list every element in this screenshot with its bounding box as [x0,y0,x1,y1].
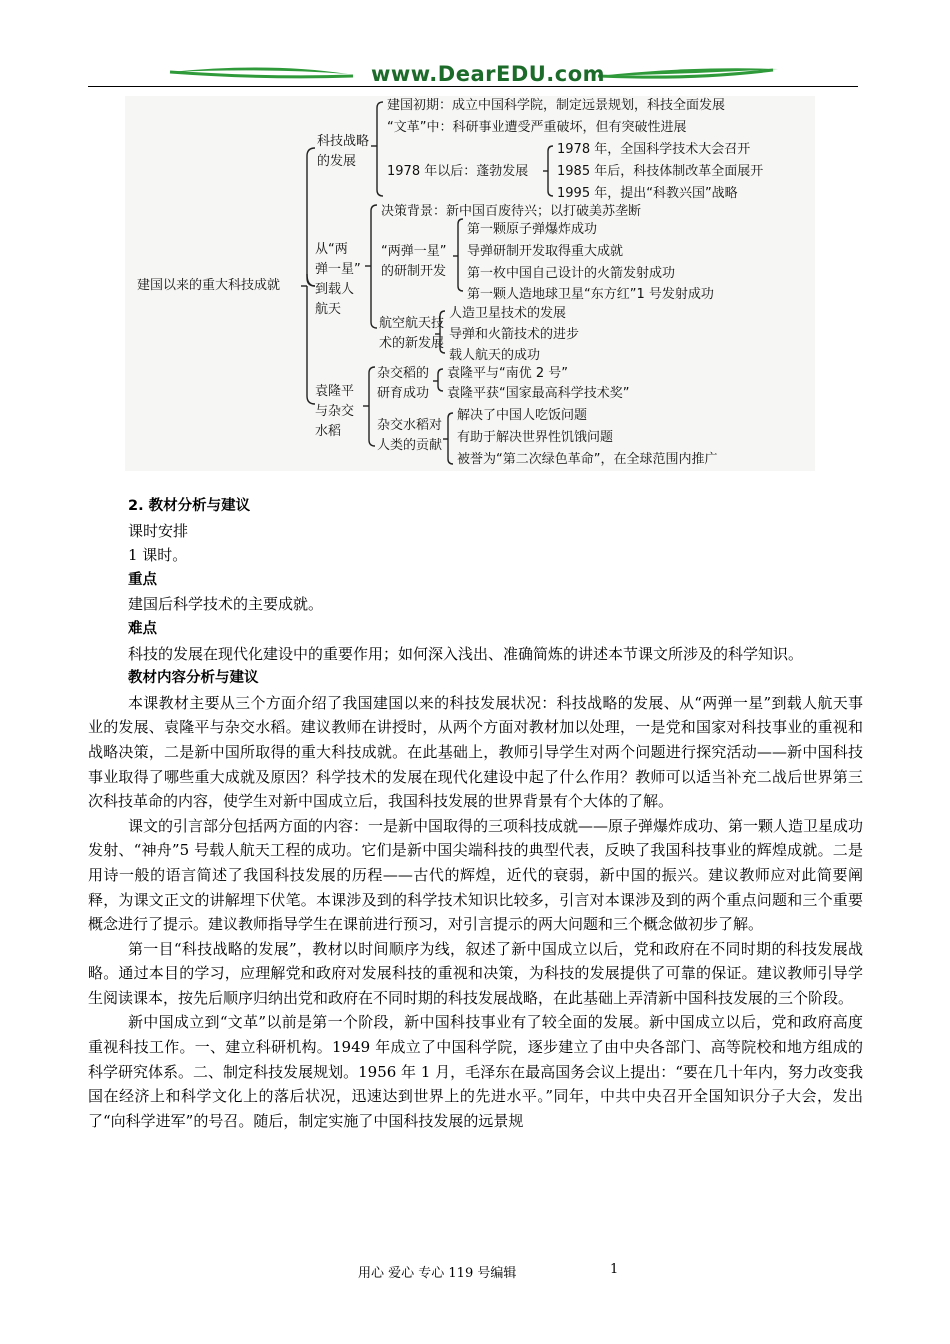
outline-diagram [125,96,815,471]
b2-sub1-2: 的研制开发 [381,264,447,279]
document-body [88,494,863,1133]
paragraph-1: 本课教材主要从三个方面介绍了我国建国以来的科技发展状况：科技战略的发展、从“两弹一星”到载人航天事业的发展、袁隆平与杂交水稻。建议教师在讲授时，从两个方面对教材加以处理，一是党和国家对科技事业的重视和战略决策，二是新中国所取得的重大科技成就。在此基础上，教师引导学生对两个问题进行探究活动——新中国科技事业取得了哪些重大成就及原因？科学技术的发展在现代化建设中起了什么作用？教师可以适当补充二战后世界第三次科技革命的内容，使学生对新中国成立后，我国科技发展的世界背景有个大体的了解。 [88,693,863,811]
b2-sub1-c: 第一枚中国自己设计的火箭发射成功 [467,266,676,281]
b2-title-4: 航天 [315,302,342,317]
difficulty-label: 难点 [128,620,157,637]
b2-background: 决策背景：新中国百废待兴；以打破美苏垄断 [381,204,642,219]
b2-title-2: 弹一星” [315,262,361,277]
b3-sub1-1: 杂交稻的 [377,366,430,381]
b3-title-1: 袁隆平 [315,384,355,399]
key-point-label: 重点 [128,571,157,588]
b2-sub1-1: “两弹一星” [381,244,447,259]
b2-sub2-2: 术的新发展 [379,336,445,351]
site-header [118,52,858,94]
b3-sub2-2: 人类的贡献 [377,438,443,453]
b1-line-3: 1978 年以后：蓬勃发展 [387,164,529,179]
section-heading: 2. 教材分析与建议 [128,498,251,514]
b3-sub1-2: 研育成功 [377,386,430,401]
site-logo-text[interactable]: www.DearEDU.com [370,62,606,86]
b2-sub1-d: 第一颗人造地球卫星“东方红”1 号发射成功 [467,287,714,302]
header-rule [88,86,858,87]
b2-sub1-a: 第一颗原子弹爆炸成功 [467,222,598,237]
b2-sub2-a: 人造卫星技术的发展 [449,306,567,321]
b1-line-3c: 1995 年，提出“科教兴国”战略 [557,186,738,201]
b3-sub1-b: 袁隆平获“国家最高科学技术奖” [447,386,630,401]
b3-title-3: 水稻 [315,424,342,439]
b1-line-1: 建国初期：成立中国科学院，制定远景规划，科技全面发展 [387,98,726,113]
schedule-label: 课时安排 [128,521,189,540]
schedule-value: 1 课时。 [128,546,188,565]
b1-line-3a: 1978 年，全国科学技术大会召开 [557,142,751,157]
paragraph-2: 课文的引言部分包括两方面的内容：一是新中国取得的三项科技成就——原子弹爆炸成功、第一颗人造卫星成功发射、“神舟”5 号载人航天工程的成功。它们是新中国尖端科技的典型代表，反映了我国科技事业的辉煌成就。二是用诗一般的语言简述了我国科技发展的历程——古代的辉煌，近代的衰弱，新中国的振兴。建议教师应对此简要阐释，为课文正文的讲解埋下伏笔。本课涉及到的科学技术知识比较多，引言对本课涉及到的两个重点问题和三个重要概念进行了提示。建议教师指导学生在课前进行预习，对引言提示的两大问题和三个概念做初步了解。 [88,816,864,934]
b1-line-3b: 1985 年后，科技体制改革全面展开 [557,164,764,179]
b2-title-3: 到载人 [315,282,355,297]
page-number: 1 [610,1262,619,1277]
paragraph-4: 新中国成立到“文革”以前是第一个阶段，新中国科技事业有了较全面的发展。新中国成立以后，党和政府高度重视科技工作。一、建立科研机构。1949 年成立了中国科学院，逐步建立了由中央各部门、高等院校和地方组成的科学研究体系。二、制定科技发展规划。1956 年 1 月，毛泽东在最高国务会议上提出：“要在几十年内，努力改变我国在经济上和科学文化上的落后状况，迅速达到世界上的先进水平。”同年，中共中央召开全国知识分子大会，发出了“向科学进军”的号召。随后，制定实施了中国科技发展的远景规 [88,1013,863,1130]
b2-sub2-b: 导弹和火箭技术的进步 [449,327,580,342]
difficulty-text: 科技的发展在现代化建设中的重要作用；如何深入浅出、准确简炼的讲述本节课文所涉及的科学知识。 [128,644,804,663]
b3-sub2-c: 被誉为“第二次绿色革命”，在全球范围内推广 [457,452,718,467]
paragraph-3: 第一目“科技战略的发展”，教材以时间顺序为线，叙述了新中国成立以后，党和政府在不同时期的科技发展战略。通过本目的学习，应理解党和政府对发展科技的重视和决策，为科技的发展提供了可靠的保证。建议教师引导学生阅读课本，按先后顺序归纳出党和政府在不同时期的科技发展战略，在此基础上弄清新中国科技发展的三个阶段。 [88,939,863,1007]
b3-sub2-b: 有助于解决世界性饥饿问题 [457,430,614,445]
b3-title-2: 与杂交 [315,404,355,419]
diagram-root: 建国以来的重大科技成就 [137,278,281,293]
analysis-heading: 教材内容分析与建议 [128,670,259,687]
b2-title-1: 从“两 [315,242,348,257]
b1-line-2: “文革”中：科研事业遭受严重破坏，但有突破性进展 [387,120,687,135]
b3-sub1-a: 袁隆平与“南优 2 号” [447,366,569,381]
b3-sub2-1: 杂交水稻对 [377,418,443,433]
b1-title-1: 科技战略 [317,134,370,149]
b1-title-2: 的发展 [317,154,357,169]
footer-text: 用心 爱心 专心 119 号编辑 [358,1266,517,1281]
b3-sub2-a: 解决了中国人吃饭问题 [457,408,588,423]
key-point-text: 建国后科学技术的主要成就。 [128,595,324,614]
b2-sub2-c: 载人航天的成功 [449,348,541,363]
b2-sub1-b: 导弹研制开发取得重大成就 [467,244,624,259]
b2-sub2-1: 航空航天技 [379,316,445,331]
